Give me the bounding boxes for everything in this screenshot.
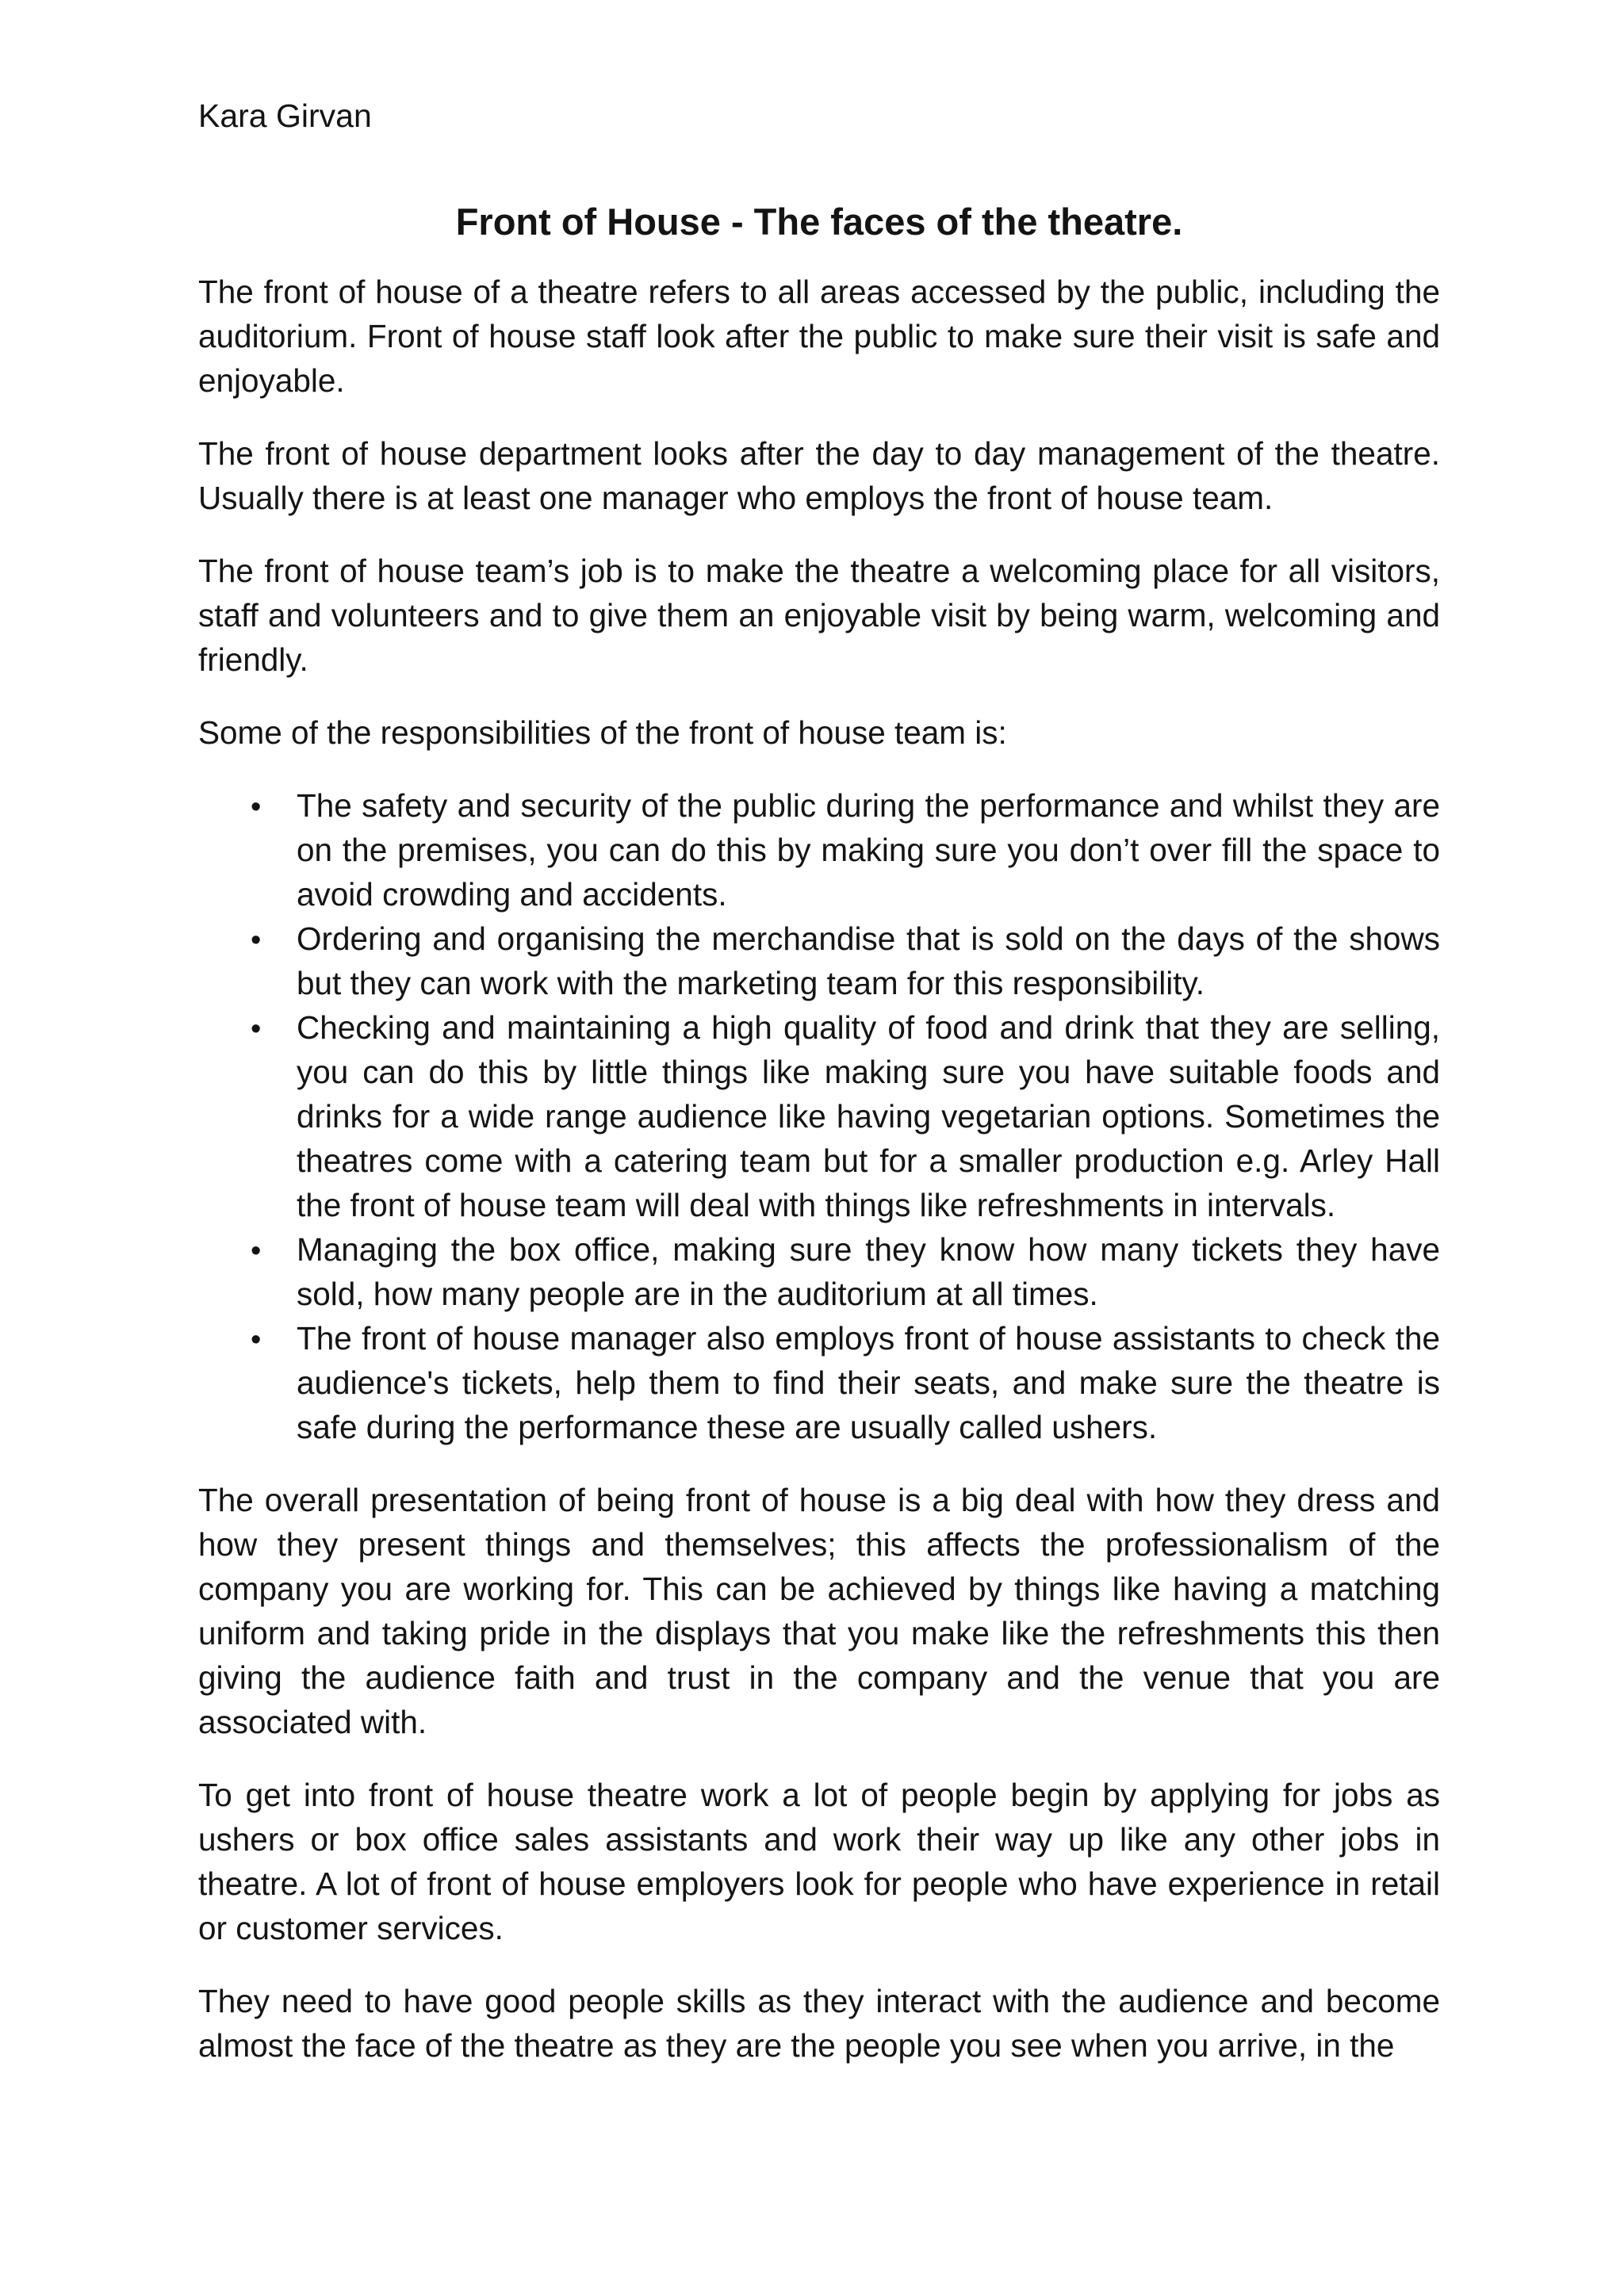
paragraph-responsibilities-intro: Some of the responsibilities of the front of house team is: <box>198 714 1007 751</box>
bullet-icon <box>251 1227 274 1273</box>
list-item <box>198 916 1440 1005</box>
document-body <box>198 270 1440 2096</box>
paragraph-department-management: The front of house department looks after the day to day management of the theatre. Usually there is at least one manager who employs the front of house team. <box>198 435 1440 516</box>
bullet-icon <box>251 1005 274 1051</box>
paragraph-team-job: The front of house team’s job is to make the theatre a welcoming place for all visitors, staff and volunteers and to give them an enjoyable visit by being warm, welcoming and friendly. <box>198 553 1440 678</box>
bullet-icon <box>251 1316 274 1362</box>
bullet-icon <box>251 916 274 962</box>
paragraph-presentation: The overall presentation of being front of house is a big deal with how they dress and how they present things and themselves; this affects the professionalism of the company you are working for. This can be achieved by things like having a matching uniform and taking pride in the displays that you make like the refreshments this then giving the audience faith and trust in the company and the venue that you are associated with. <box>198 1482 1440 1740</box>
list-item-text: The front of house manager also employs front of house assistants to check the audience's tickets, help them to find their seats, and make sure the theatre is safe during the performance these are usually called ushers. <box>297 1320 1440 1445</box>
list-item <box>198 1316 1440 1449</box>
document-title: Front of House - The faces of the theatre. <box>455 201 1183 243</box>
list-item <box>198 1227 1440 1316</box>
paragraph-front-of-house-definition: The front of house of a theatre refers to all areas accessed by the public, including the auditorium. Front of house staff look after the public to make sure their visit is safe and enjoyable. <box>198 274 1440 399</box>
paragraph-getting-into-work: To get into front of house theatre work a lot of people begin by applying for jobs as ushers or box office sales assistants and work their way up like any other jobs in theatre. A lot of front of house employers look for people who have experience in retail or customer services. <box>198 1777 1440 1946</box>
list-item <box>198 783 1440 916</box>
paragraph-people-skills: They need to have good people skills as they interact with the audience and become almost the face of the theatre as they are the people you see when you arrive, in the <box>198 1983 1440 2064</box>
responsibilities-list <box>198 783 1440 1449</box>
list-item <box>198 1005 1440 1227</box>
list-item-text: Ordering and organising the merchandise that is sold on the days of the shows but they can work with the marketing team for this responsibility. <box>297 920 1440 1001</box>
bullet-icon <box>251 783 274 829</box>
author-name: Kara Girvan <box>198 98 372 134</box>
list-item-text: Managing the box office, making sure they know how many tickets they have sold, how many people are in the auditorium at all times. <box>297 1231 1440 1312</box>
list-item-text: Checking and maintaining a high quality of food and drink that they are selling, you can do this by little things like making sure you have suitable foods and drinks for a wide range audience like having vegetarian options. Sometimes the theatres come with a catering team but for a smaller production e.g. Arley Hall the front of house team will deal with things like refreshments in intervals. <box>297 1009 1440 1223</box>
list-item-text: The safety and security of the public during the performance and whilst they are on the premises, you can do this by making sure you don’t over fill the space to avoid crowding and accidents. <box>297 787 1440 913</box>
